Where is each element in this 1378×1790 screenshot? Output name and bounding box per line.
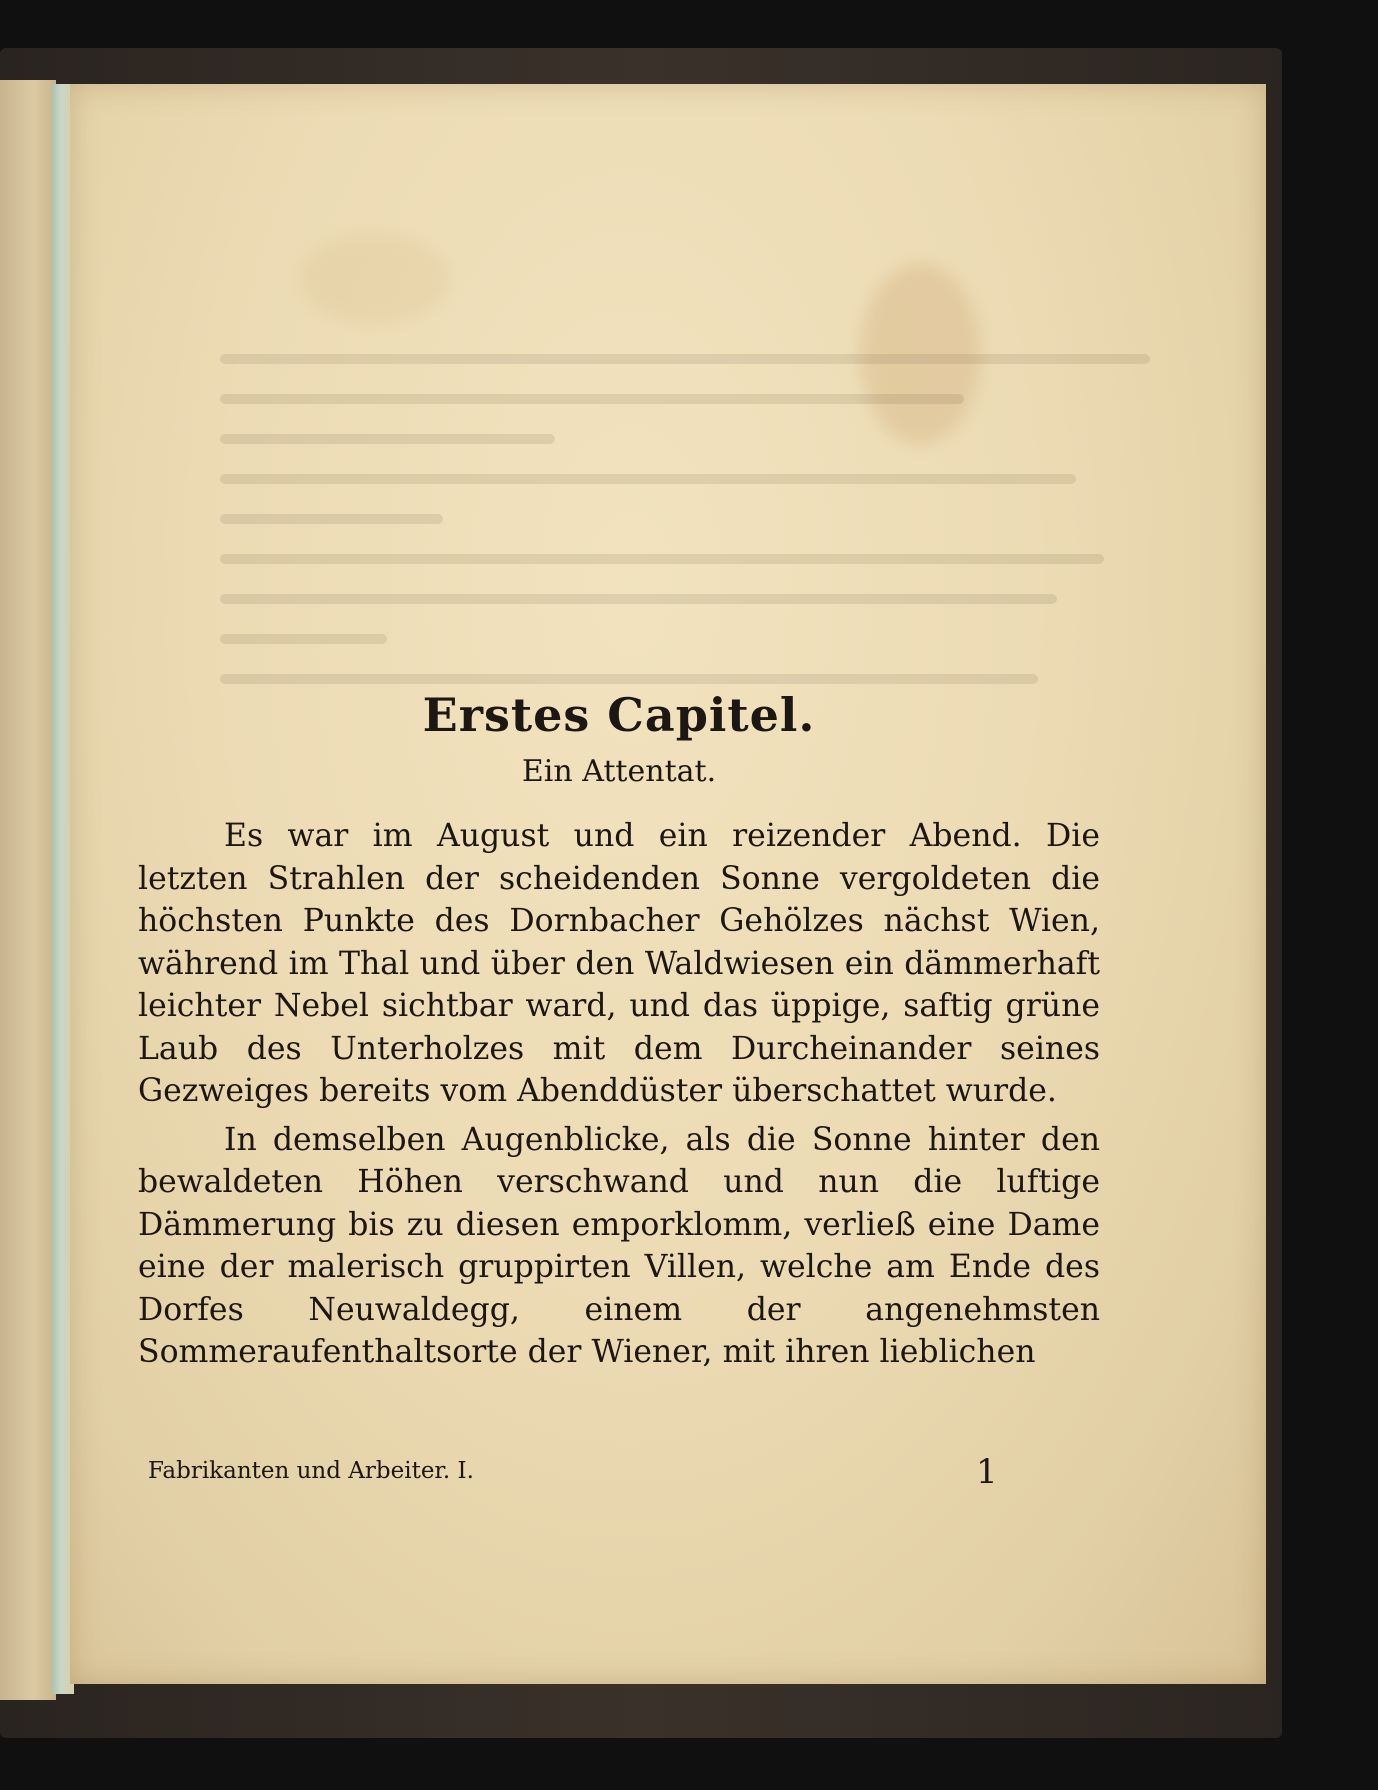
chapter-title: Erstes Capitel.	[422, 688, 816, 742]
book-page	[70, 84, 1266, 1684]
chapter-subtitle: Ein Attentat.	[521, 754, 717, 789]
page-content	[138, 688, 1100, 1380]
left-facing-page	[0, 80, 56, 1700]
paragraph: In demselben Augenblicke, als die Sonne hinter den bewaldeten Höhen verschwand und nun die luftige Dämmerung bis zu diesen emporklomm, verließ eine Dame eine der malerisch gruppirten Villen, welche am Ende des Dorfes Neuwaldegg, einem der angenehmsten Sommeraufenthaltsorte der Wiener, mit ihren lieblichen	[138, 1121, 1100, 1370]
paragraph: Es war im August und ein reizender Abend. Die letzten Strahlen der scheidenden Sonne vergoldeten die höchsten Punkte des Dornbacher Gehölzes nächst Wien, während im Thal und über den Waldwiesen ein dämmerhaft leichter Nebel sichtbar ward, und das üppige, saftig grüne Laub des Unterholzes mit dem Durcheinander seines Gezweiges bereits vom Abenddüster überschattet wurde.	[138, 818, 1100, 1109]
signature-mark: Fabrikanten und Arbeiter. I.	[148, 1458, 474, 1484]
page-number: 1	[976, 1452, 998, 1492]
foxing-stain	[300, 234, 450, 324]
